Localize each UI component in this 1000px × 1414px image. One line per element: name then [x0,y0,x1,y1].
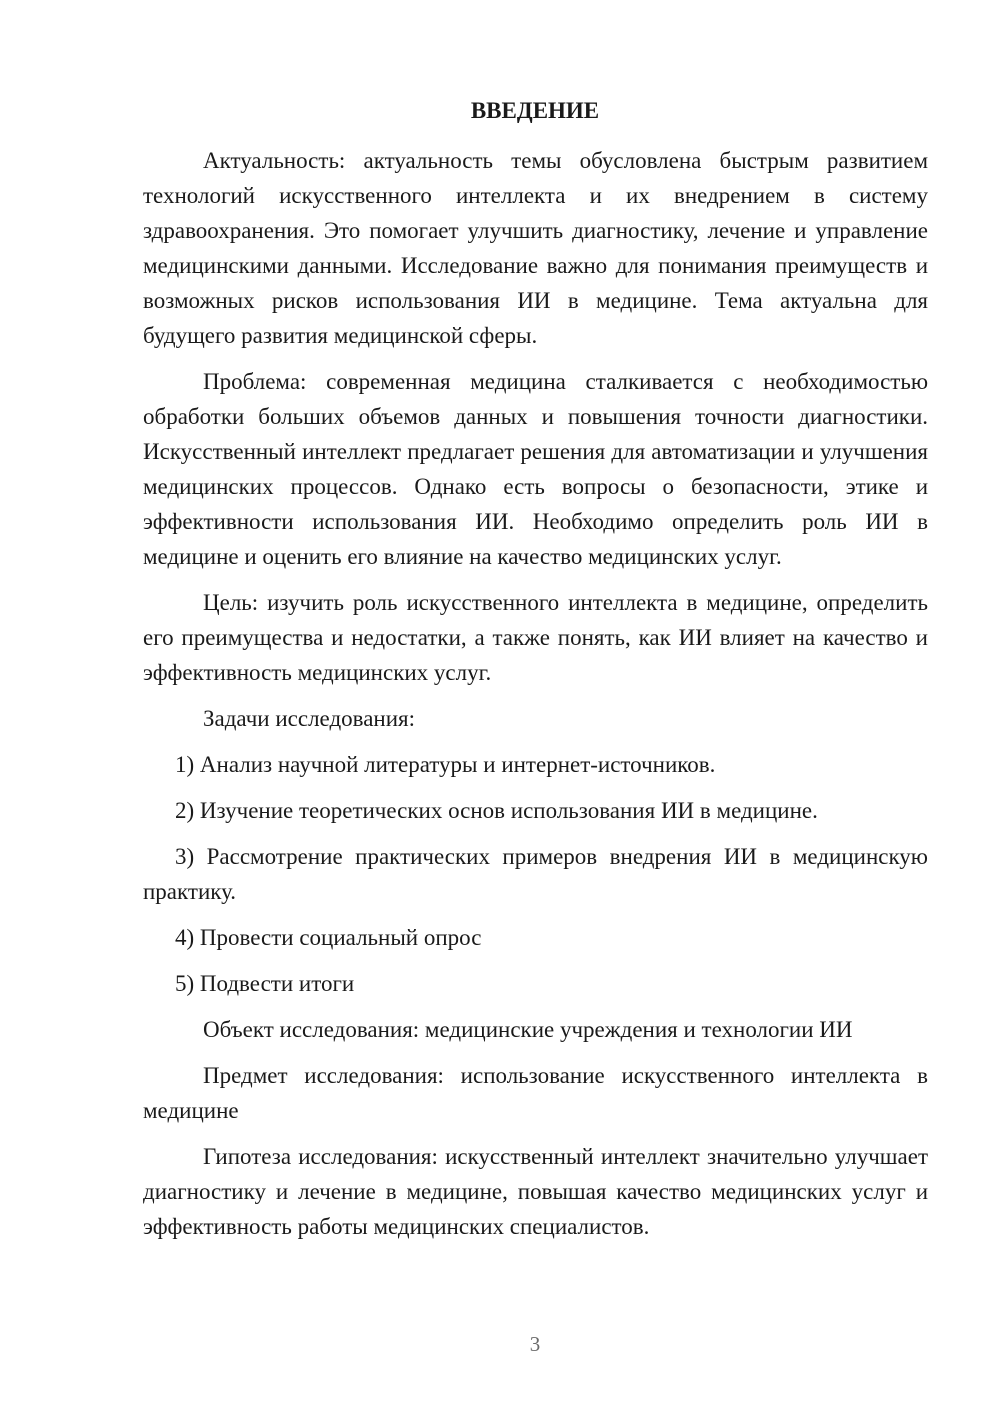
section-title: ВВЕДЕНИЕ [470,98,600,123]
task-item-5: 5) Подвести итоги [175,971,355,996]
paragraph-problem: Проблема: современная медицина сталкивается с необходимостью обработки больших объемов данных и повышения точности диагностики. Искусственный интеллект предлагает решения для автоматизации и улучшения медицинских процессов. Однако есть вопросы о безопасности, этике и эффективности использования ИИ. Необходимо определить роль ИИ в медицине и оценить его влияние на качество медицинских услуг. [143,369,928,569]
paragraph-object: Объект исследования: медицинские учреждения и технологии ИИ [203,1017,853,1042]
paragraph-goal: Цель: изучить роль искусственного интеллекта в медицине, определить его преимущества и недостатки, а также понять, как ИИ влияет на качество и эффективность медицинских услуг. [143,590,928,685]
task-item-3: 3) Рассмотрение практических примеров внедрения ИИ в медицинскую практику. [143,844,928,904]
paragraph-relevance: Актуальность: актуальность темы обусловлена быстрым развитием технологий искусственного интеллекта и их внедрением в систему здравоохранения. Это помогает улучшить диагностику, лечение и управление медицинскими данными. Исследование важно для понимания преимуществ и возможных рисков использования ИИ в медицине. Тема актуальна для будущего развития медицинской сферы. [143,148,928,348]
task-item-4: 4) Провести социальный опрос [175,925,482,950]
page-number: 3 [529,1332,541,1356]
task-item-1: 1) Анализ научной литературы и интернет-источников. [175,752,716,777]
tasks-heading: Задачи исследования: [203,706,416,731]
paragraph-hypothesis: Гипотеза исследования: искусственный интеллект значительно улучшает диагностику и лечение в медицине, повышая качество медицинских услуг и эффективность работы медицинских специалистов. [143,1144,928,1239]
body-text [143,143,928,1244]
task-item-2: 2) Изучение теоретических основ использования ИИ в медицине. [175,798,818,823]
paragraph-subject: Предмет исследования: использование искусственного интеллекта в медицине [143,1063,928,1123]
